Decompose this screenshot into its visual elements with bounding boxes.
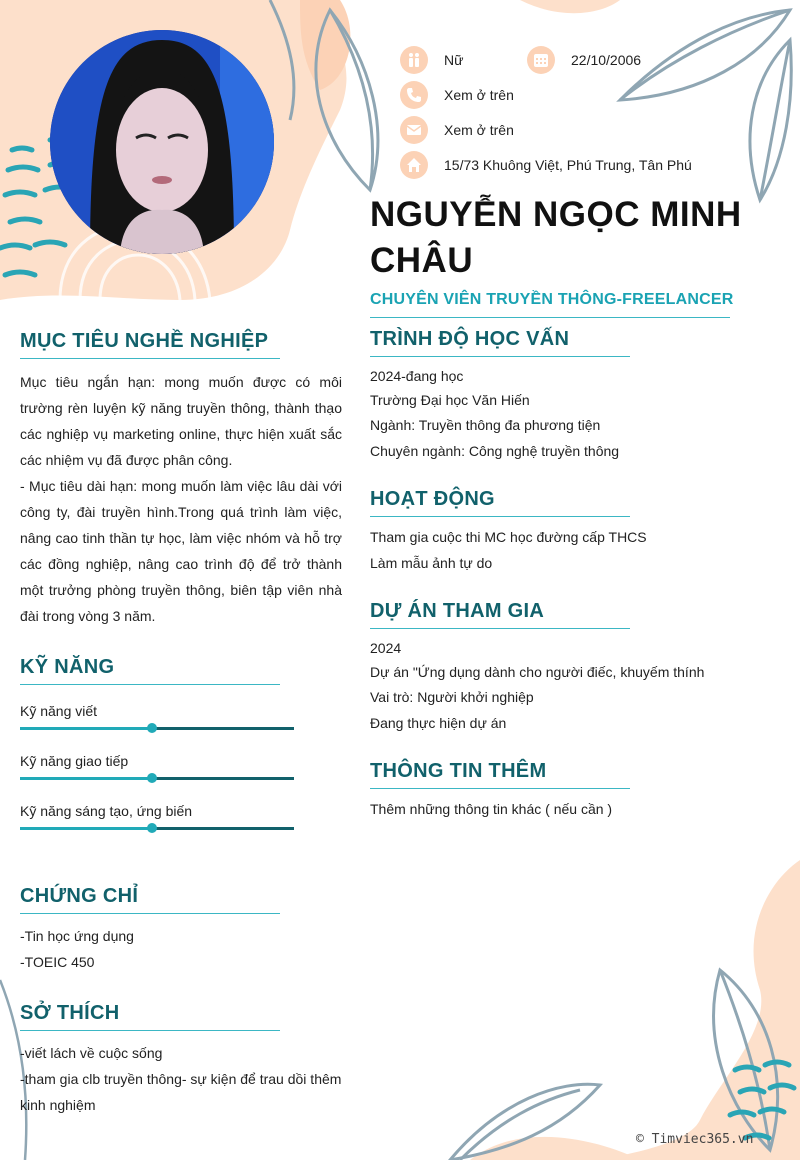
skill-bar bbox=[20, 827, 294, 830]
skill-bar bbox=[20, 727, 294, 730]
divider bbox=[20, 1030, 280, 1031]
divider bbox=[370, 788, 630, 789]
contact-gender bbox=[400, 47, 463, 73]
skill-bar-handle bbox=[147, 723, 157, 733]
objective-long-term: - Mục tiêu dài hạn: mong muốn làm việc lâu dài với công ty, đài truyền hình.Trong quá trình làm việc, nâng cao tinh thần tự học, làm việc nhóm và hỗ trợ các đồng nghiệp, nâng cao trình độ để trở thành một trưởng phòng truyền thông, biên tập viên nhà đài trong vòng 3 năm. bbox=[20, 478, 342, 624]
skill-bar bbox=[20, 777, 294, 780]
section-title-hobbies: SỞ THÍCH bbox=[20, 1002, 120, 1024]
divider bbox=[370, 317, 730, 318]
project-line: 2024 bbox=[370, 640, 402, 656]
skill-bar-handle bbox=[147, 773, 157, 783]
contact-address bbox=[400, 152, 692, 178]
education-line: Trường Đại học Văn Hiến bbox=[370, 392, 530, 408]
divider bbox=[370, 516, 630, 517]
section-title-extra: THÔNG TIN THÊM bbox=[370, 760, 547, 782]
calendar-icon bbox=[527, 46, 555, 74]
extra-line: Thêm những thông tin khác ( nếu cần ) bbox=[370, 801, 613, 817]
certificate-item: -TOEIC 450 bbox=[20, 954, 95, 970]
full-name: NGUYỄN NGỌC MINH CHÂU bbox=[370, 195, 742, 280]
hobby-item: -viết lách về cuộc sống bbox=[20, 1045, 163, 1061]
divider bbox=[20, 913, 280, 914]
skill-label: Kỹ năng giao tiếp bbox=[20, 753, 129, 769]
education-line: 2024-đang học bbox=[370, 368, 464, 384]
address-value: 15/73 Khuông Việt, Phú Trung, Tân Phú bbox=[444, 157, 692, 173]
email-icon bbox=[400, 116, 428, 144]
email-value: Xem ở trên bbox=[444, 122, 514, 138]
phone-icon bbox=[400, 81, 428, 109]
activity-line: Tham gia cuộc thi MC học đường cấp THCS bbox=[370, 529, 647, 545]
activity-line: Làm mẫu ảnh tự do bbox=[370, 555, 493, 571]
contact-phone bbox=[400, 82, 514, 108]
section-title-education: TRÌNH ĐỘ HỌC VẤN bbox=[370, 328, 570, 350]
contact-birthday bbox=[527, 47, 641, 73]
birthday-value: 22/10/2006 bbox=[571, 52, 642, 68]
skill-label: Kỹ năng viết bbox=[20, 703, 98, 719]
section-title-activities: HOẠT ĐỘNG bbox=[370, 488, 495, 510]
home-icon bbox=[400, 151, 428, 179]
project-line: Vai trò: Người khởi nghiệp bbox=[370, 689, 534, 705]
skill-bar-fill bbox=[20, 827, 152, 830]
education-line: Ngành: Truyền thông đa phương tiện bbox=[370, 417, 601, 433]
education-line: Chuyên ngành: Công nghệ truyền thông bbox=[370, 443, 620, 459]
project-line: Dự án "Ứng dụng dành cho người điếc, khuyếm thính bbox=[370, 664, 705, 680]
section-title-objective: MỤC TIÊU NGHỀ NGHIỆP bbox=[20, 330, 269, 352]
divider bbox=[20, 684, 280, 685]
gender-icon bbox=[400, 46, 428, 74]
avatar-photo bbox=[50, 30, 274, 254]
skill-bar-handle bbox=[147, 823, 157, 833]
gender-value: Nữ bbox=[444, 52, 464, 68]
section-title-certificates: CHỨNG CHỈ bbox=[20, 885, 139, 907]
contact-email bbox=[400, 117, 514, 143]
avatar bbox=[50, 30, 274, 254]
skill-bar-fill bbox=[20, 777, 152, 780]
section-title-projects: DỰ ÁN THAM GIA bbox=[370, 600, 545, 622]
job-title: CHUYÊN VIÊN TRUYỀN THÔNG-FREELANCER bbox=[370, 291, 734, 308]
project-line: Đang thực hiện dự án bbox=[370, 715, 507, 731]
divider bbox=[370, 628, 630, 629]
skill-bar-fill bbox=[20, 727, 152, 730]
section-title-skills: KỸ NĂNG bbox=[20, 656, 115, 678]
objective-short-term: Mục tiêu ngắn hạn: mong muốn được có môi trường rèn luyện kỹ năng truyền thông, thành thạo các nghiệp vụ marketing online, thực hiện xuất sắc các nhiệm vụ đã được phân công. bbox=[20, 374, 342, 468]
divider bbox=[20, 358, 280, 359]
skill-label: Kỹ năng sáng tạo, ứng biến bbox=[20, 803, 193, 819]
certificate-item: -Tin học ứng dụng bbox=[20, 928, 134, 944]
divider bbox=[370, 356, 630, 357]
phone-value: Xem ở trên bbox=[444, 87, 514, 103]
footer-watermark: © Timviec365.vn bbox=[636, 1132, 754, 1147]
hobby-item: -tham gia clb truyền thông- sự kiện để trau dồi thêm kinh nghiệm bbox=[20, 1071, 342, 1113]
